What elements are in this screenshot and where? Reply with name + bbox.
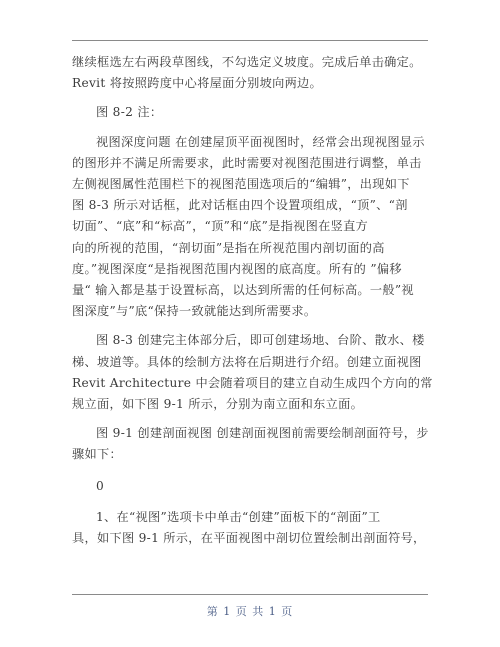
document-body: [72, 52, 433, 549]
text-line: 骤如下：: [72, 447, 122, 462]
text-line: 图深度”与”底“保持一致就能达到所需要求。: [72, 304, 317, 319]
text-line: 的图形并不满足所需要求，此时需要对视图范围进行调整，单击: [72, 155, 422, 170]
text-line: 具，如下图 9-1 所示，在平面视图中剖切位置绘制出剖面符号，: [72, 531, 426, 546]
page-number: 第 1 页 共 1 页: [206, 605, 294, 618]
text-line: 量“ 输入都是基于设置标高，以达到所需的任何标高。一般”视: [72, 283, 414, 298]
paragraph-start: 图 9-1 创建剖面视图 创建剖面视图前需要绘制剖面符号，步: [96, 426, 429, 441]
text-line: 梯、坡道等。具体的绘制方法将在后期进行介绍。创建立面视图: [72, 354, 422, 369]
paragraph-start: 图 8-3 创建完主体部分后，即可创建场地、台阶、散水、楼: [96, 333, 425, 348]
paragraph-start: 视图深度问题 在创建屋顶平面视图时，经常会出现视图显示: [96, 134, 425, 149]
text-line: 向的所视的范围，“剖切面”是指在所视范围内剖切面的高: [72, 240, 385, 255]
text-line: 规立面，如下图 9-1 所示，分别为南立面和东立面。: [72, 397, 364, 412]
text-line: 图 8-3 所示对话框，此对话框由四个设置项组成，“顶”、“剖: [72, 198, 408, 213]
header-rule: [72, 40, 428, 41]
step-number: 0: [96, 478, 105, 493]
text-line: Revit 将按照跨度中心将屋面分别坡向两边。: [72, 76, 323, 91]
step-paragraph: 1、在“视图”选项卡中单击“创建”面板下的“剖面”工: [96, 509, 381, 524]
figure-note: 图 8-2 注：: [96, 105, 163, 120]
footer-rule: [72, 594, 428, 595]
text-line: 左侧视图属性范围栏下的视图范围选项后的“编辑”，出现如下: [72, 177, 410, 192]
text-line: 度。”视图深度“是指视图范围内视图的底高度。所有的 ”偏移: [72, 261, 402, 276]
text-line: 继续框选左右两段草图线，不勾选定义坡度。完成后单击确定。: [72, 55, 422, 69]
text-line: 切面”、“底”和“标高”，“顶”和“底”是指视图在竖直方: [72, 219, 369, 234]
text-line: Revit Architecture 中会随着项目的建立自动生成四个方向的常: [72, 375, 433, 390]
